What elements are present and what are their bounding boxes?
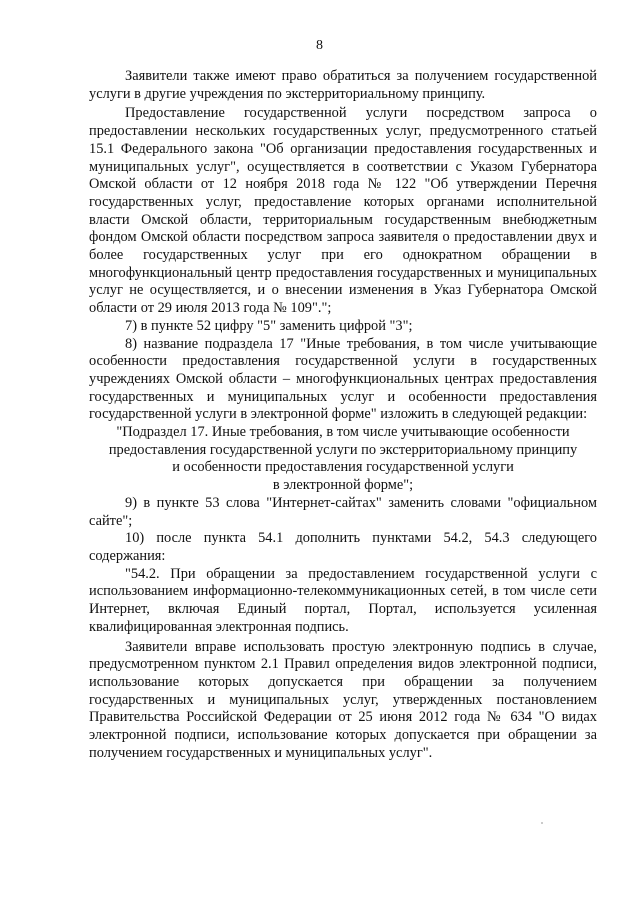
document-body — [89, 68, 597, 762]
paragraph: Заявители вправе использовать простую электронную подпись в случае, предусмотренном пунктом 2.1 Правил определения видов электронной подписи, использование которых допускается при обращении за получением государственных и муниципальных услуг, утвержденных постановлением Правительства Российской Федерации от 25 июня 2012 года № 634 "О видах электронной подписи, использование которых допускается при обращении за получением государственных и муниципальных услуг". — [89, 638, 597, 761]
page-number: 8 — [316, 38, 323, 53]
subsection-heading-line: и особенности предоставления государственной услуги — [172, 459, 514, 476]
scan-speck — [541, 822, 543, 824]
paragraph: 9) в пункте 53 слова "Интернет-сайтах" заменить словами "официальном сайте"; — [89, 494, 597, 529]
subsection-heading-line: предоставления государственной услуги по экстерриториальному принципу — [108, 441, 578, 458]
subsection-heading-line: "Подраздел 17. Иные требования, в том числе учитывающие особенности — [116, 424, 570, 441]
paragraph: 8) название подраздела 17 "Иные требования, в том числе учитывающие особенности предоставления государственной услуги в государственных учреждениях Омской области – многофункциональных центрах предоставления государственных и муниципальных услуг и особенности предоставления государственной услуги в электронной форме" изложить в следующей редакции: — [89, 335, 597, 423]
subsection-heading-line: в электронной форме"; — [272, 477, 414, 494]
paragraph: Предоставление государственной услуги посредством запроса о предоставлении нескольких государственных услуг, предусмотренного статьей 15.1 Федерального закона "Об организации предоставления государственных и муниципальных услуг", осуществляется в соответствии с Указом Губернатора Омской области от 12 ноября 2018 года № 122 "Об утверждении Перечня государственных услуг, предоставление которых органами исполнительной власти Омской области, территориальным государственным внебюджетным фондом Омской области посредством запроса заявителя о предоставлении двух и более государственных услуг при его однократном обращении в многофункциональный центр предоставления государственных и муниципальных услуг не осуществляется, и о внесении изменения в Указ Губернатора Омской области от 29 июля 2013 года № 109"."; — [89, 105, 597, 317]
paragraph: 10) после пункта 54.1 дополнить пунктами 54.2, 54.3 следующего содержания: — [89, 530, 597, 564]
paragraph: 7) в пункте 52 цифру "5" заменить цифрой "3"; — [125, 317, 413, 334]
paragraph: "54.2. При обращении за предоставлением государственной услуги с использованием информационно-телекоммуникационных сетей, в том числе сети Интернет, включая Единый портал, Портал, используется усиленная квалифицированная электронная подпись. — [89, 565, 597, 635]
paragraph: Заявители также имеют право обратиться за получением государственной услуги в другие учреждения по экстерриториальному принципу. — [89, 68, 597, 102]
